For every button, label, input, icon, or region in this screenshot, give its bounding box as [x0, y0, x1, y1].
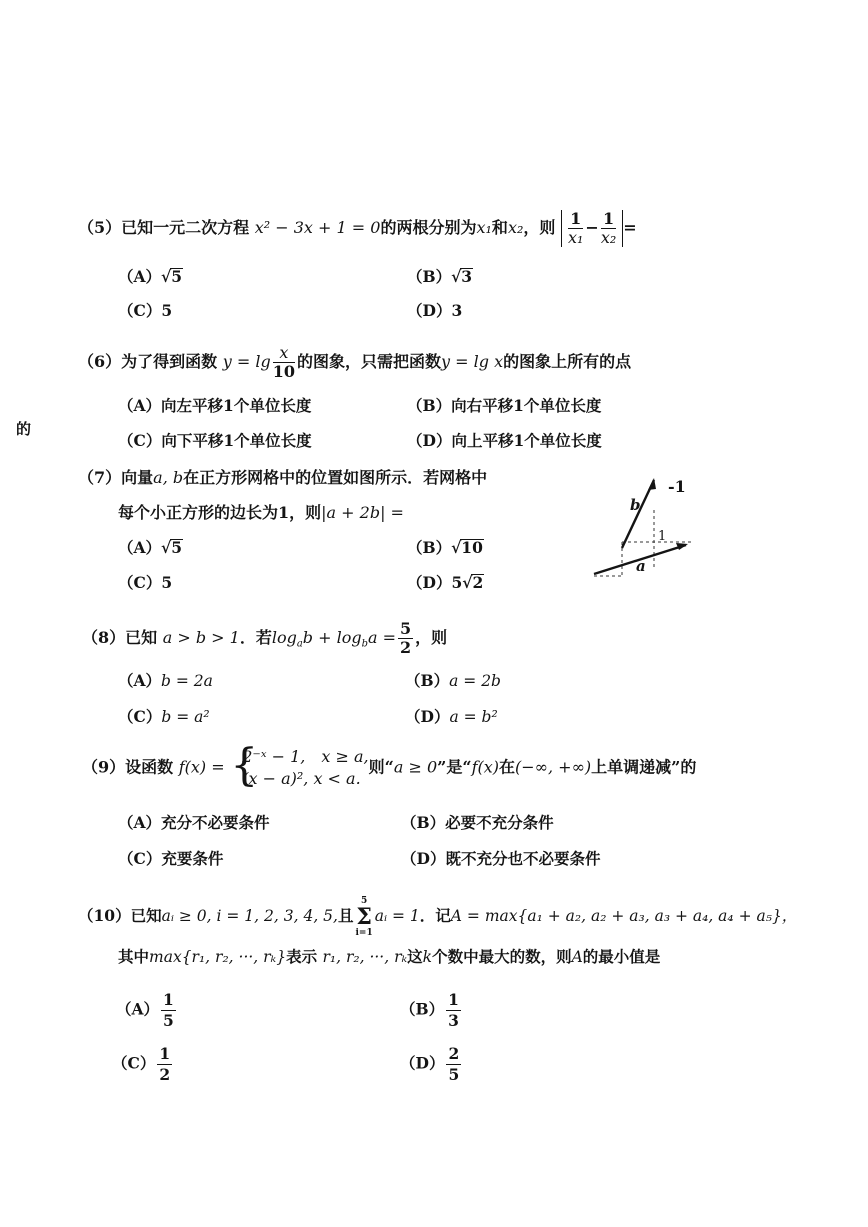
question-5-equation: x² − 3x + 1 = 0	[254, 218, 381, 237]
question-7-option-b[interactable]: （B）√10	[407, 538, 483, 557]
question-8-option-d[interactable]: （D）a = b²	[405, 707, 498, 726]
label-a: a	[636, 557, 646, 575]
question-5-option-c[interactable]: （C）5	[118, 301, 173, 320]
stray-mark: -1	[668, 477, 686, 496]
question-6-fraction: $\frac{x}{10}$	[272, 343, 295, 381]
question-6-stem: （6）为了得到函数 y = lg $\frac{x}{10}$ 的图象，只需把函数y = lg x的图象上所有的点	[78, 343, 632, 381]
label-one: 1	[658, 529, 667, 544]
question-5-stem	[78, 210, 637, 247]
question-9-option-c[interactable]: （C）充要条件	[118, 849, 224, 868]
question-5-option-d[interactable]: （D）3	[407, 301, 463, 320]
side-mark: 的	[16, 420, 32, 438]
question-9-option-a[interactable]: （A）充分不必要条件	[118, 813, 270, 832]
question-8-option-c[interactable]: （C）b = a²	[118, 707, 210, 726]
question-7-option-a[interactable]: （A）√5	[118, 538, 183, 557]
question-10-stem-line-2: 其中max{r₁, r₂, ···, rₖ}表示 r₁, r₂, ···, rₖ这k个数中最大的数，则A的最小值是	[118, 947, 661, 966]
question-9-number: （9）	[82, 757, 126, 777]
question-7-vector-figure	[582, 470, 712, 588]
question-5-frac-2: $\frac{1}{\text{x₂}}$	[600, 209, 617, 247]
question-10-option-a[interactable]: （A） $\frac{1}{5}$	[116, 990, 174, 1030]
question-5-text-a: 已知一元二次方程	[121, 218, 250, 237]
question-6-option-b[interactable]: （B）向右平移1个单位长度	[407, 396, 602, 415]
question-9-condition: a ≥ 0	[393, 757, 438, 777]
question-7-option-c[interactable]: （C）5	[118, 573, 173, 592]
question-10-number: （10）	[78, 906, 131, 925]
question-6-option-d[interactable]: （D）向上平移1个单位长度	[407, 431, 602, 450]
question-10-option-d[interactable]: （D） $\frac{2}{5}$	[400, 1044, 460, 1084]
vector-b-arrowhead	[648, 478, 656, 490]
question-5-option-b[interactable]: （B）√3	[407, 267, 473, 286]
question-7-stem-line-1: （7）向量a, b在正方形网格中的位置如图所示．若网格中	[78, 468, 488, 487]
question-7-number: （7）	[78, 468, 122, 487]
question-10-option-c[interactable]: （C） $\frac{1}{2}$	[112, 1044, 171, 1084]
question-5-frac-1: $\frac{1}{\text{x₁}}$	[567, 209, 584, 247]
question-6-option-c[interactable]: （C）向下平移1个单位长度	[118, 431, 312, 450]
question-5-x2: x₂	[507, 218, 524, 237]
question-10-summation: 5 Σ i=1	[355, 896, 373, 938]
question-5-text-b: 的两根分别为	[380, 218, 477, 237]
question-10-max-expression: max{r₁, r₂, ···, rₖ}	[149, 948, 287, 966]
question-6-function-b: y = lg x	[441, 352, 504, 371]
question-5-option-a[interactable]: （A）√5	[118, 267, 183, 286]
question-9-function: f(x) =	[178, 757, 225, 777]
question-5-and: 和	[491, 218, 508, 237]
question-10-condition: aᵢ ≥ 0, i = 1, 2, 3, 4, 5,	[161, 907, 338, 925]
question-9-stem: （9）设函数 f(x) = { 2⁻ˣ − 1, x ≥ a, (x − a)², x < a. 则“a ≥ 0”是“f(x)在(−∞, +∞)上单调递减”的	[82, 740, 697, 791]
question-7-option-d[interactable]: （D）5√2	[407, 573, 484, 592]
question-8-stem: （8）已知 a > b > 1．若$\log_ab + \log_ba$ = $\frac{5}{2}$ ，则	[82, 619, 448, 657]
question-8-condition: a > b > 1	[162, 628, 240, 647]
question-8-option-a[interactable]: （A）b = 2a	[118, 671, 213, 690]
vector-grid-diagram	[582, 470, 712, 588]
question-8-number: （8）	[82, 628, 126, 647]
question-5-number: （5）	[78, 218, 122, 237]
question-5-abs-expression: $\frac{1}{\text{x₁}}$ − $\frac{1}{\text{x₂}}$	[561, 210, 623, 247]
vector-b-arrow	[622, 480, 654, 548]
question-6-number: （6）	[78, 352, 122, 371]
question-8-fraction: $\frac{5}{2}$	[399, 619, 412, 657]
question-8-option-b[interactable]: （B）a = 2b	[405, 671, 501, 690]
question-6-option-a[interactable]: （A）向左平移1个单位长度	[118, 396, 312, 415]
question-5-equals: =	[623, 218, 637, 237]
label-b: b	[630, 496, 641, 514]
question-9-piecewise: { 2⁻ˣ − 1, x ≥ a, (x − a)², x < a.	[230, 740, 369, 791]
question-6-function-a: y = lg	[222, 352, 271, 371]
vector-a-arrowhead	[676, 543, 688, 550]
question-5-text-c: ，则	[523, 218, 556, 237]
question-5-x1: x₁	[476, 218, 492, 237]
question-9-option-b[interactable]: （B）必要不充分条件	[401, 813, 554, 832]
question-9-interval: (−∞, +∞)	[515, 757, 592, 777]
question-10-stem-line-1: （10）已知aᵢ ≥ 0, i = 1, 2, 3, 4, 5,且5 Σ i=1aᵢ = 1．记A = max{a₁ + a₂, a₂ + a₃, a₃ + a₄, a₄ + a₅}，	[78, 896, 798, 938]
question-10-definition: A = max{a₁ + a₂, a₂ + a₃, a₃ + a₄, a₄ + a₅}，	[450, 907, 798, 925]
question-9-option-d[interactable]: （D）既不充分也不必要条件	[401, 849, 601, 868]
question-7-stem-line-2: 每个小正方形的边长为1，则|a + 2b| =	[118, 503, 404, 522]
question-10-option-b[interactable]: （B） $\frac{1}{3}$	[400, 990, 459, 1030]
question-8-log-expression: $\log_ab + \log_ba$ =	[271, 628, 396, 650]
piecewise-case-1: 2⁻ˣ − 1, x ≥ a,	[242, 747, 369, 766]
question-7-expression: |a + 2b| =	[321, 503, 404, 522]
piecewise-case-2: (x − a)², x < a.	[242, 769, 361, 788]
